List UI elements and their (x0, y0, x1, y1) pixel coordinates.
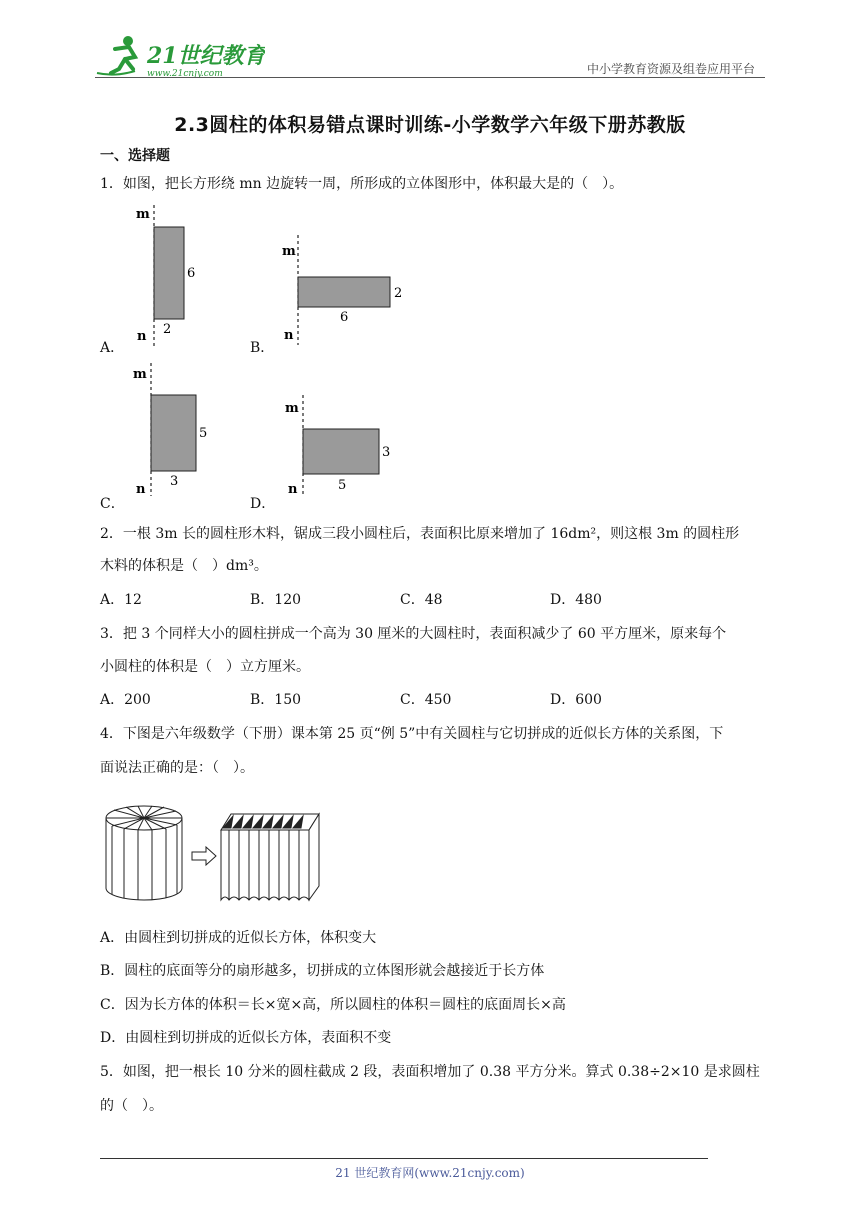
option-label-b: B． (250, 340, 275, 356)
side-length: 2 (394, 286, 403, 301)
side-length: 3 (382, 445, 391, 460)
bottom-length: 5 (338, 478, 347, 493)
label-n: n (284, 328, 294, 343)
q4-option-d: D．由圆柱到切拼成的近似长方体，表面积不变 (100, 1030, 392, 1046)
footer-text: 21 世纪教育网(www.21cnjy.com) (335, 1166, 525, 1180)
q2-option-d: D．480 (550, 592, 602, 608)
section-heading: 一、选择题 (100, 148, 170, 164)
page-title: 2.3圆柱的体积易错点课时训练-小学数学六年级下册苏教版 (174, 114, 686, 136)
q3-option-c: C．450 (400, 692, 452, 708)
cylinder-to-cuboid-figure (100, 800, 330, 905)
label-m: m (133, 367, 147, 382)
q3-option-a: A．200 (100, 692, 151, 708)
platform-name: 中小学教育资源及组卷应用平台 (586, 62, 755, 76)
question-2-line-1: 2．一根 3m 长的圆柱形木料，锯成三段小圆柱后，表面积比原来增加了 16dm²，则这根 3m 的圆柱形 (100, 526, 740, 542)
logo-url: www.21cnjy.com (147, 69, 223, 79)
bottom-length: 6 (340, 310, 349, 325)
arrow-right-icon (192, 847, 216, 865)
q2-option-c: C．48 (400, 592, 443, 608)
question-4-line-2: 面说法正确的是：（ ）。 (100, 760, 254, 776)
label-m: m (136, 207, 150, 222)
option-label-c: C． (100, 496, 125, 512)
label-n: n (136, 482, 146, 497)
site-logo (95, 33, 265, 83)
footer-divider (100, 1158, 708, 1159)
label-m: m (282, 244, 296, 259)
q2-option-a: A．12 (100, 592, 142, 608)
question-4-line-1: 4．下图是六年级数学（下册）课本第 25 页“例 5”中有关圆柱与它切拼成的近似长方体的关系图，下 (100, 726, 724, 742)
figure-d (282, 395, 397, 497)
side-length: 5 (199, 426, 208, 441)
cylinder (106, 806, 182, 900)
bottom-length: 3 (170, 474, 179, 489)
cuboid (221, 814, 319, 900)
figure-c (130, 363, 215, 498)
label-n: n (288, 482, 298, 497)
question-5-line-1: 5．如图，把一根长 10 分米的圆柱截成 2 段，表面积增加了 0.38 平方分米。算式 0.38÷2×10 是求圆柱 (100, 1064, 760, 1080)
question-3-line-1: 3．把 3 个同样大小的圆柱拼成一个高为 30 厘米的大圆柱时，表面积减少了 60 平方厘米，原来每个 (100, 626, 727, 642)
q3-option-b: B．150 (250, 692, 302, 708)
runner-icon (97, 36, 135, 75)
q4-option-c: C．因为长方体的体积＝长×宽×高，所以圆柱的体积＝圆柱的底面周长×高 (100, 997, 566, 1013)
label-m: m (285, 401, 299, 416)
q4-option-b: B．圆柱的底面等分的扇形越多，切拼成的立体图形就会越接近于长方体 (100, 963, 545, 979)
figure-a (130, 205, 205, 350)
bottom-length: 2 (163, 322, 172, 337)
question-1-text: 1．如图，把长方形绕 mn 边旋转一周，所形成的立体图形中，体积最大是的（ ）。 (100, 176, 624, 192)
question-2-line-2: 木料的体积是（ ）dm³。 (100, 558, 268, 574)
logo-text: 21世纪教育 (147, 43, 265, 69)
side-length: 6 (187, 266, 196, 281)
label-n: n (137, 329, 147, 344)
q2-option-b: B．120 (250, 592, 302, 608)
figure-b (280, 235, 410, 347)
header-divider (95, 77, 765, 78)
q4-option-a: A．由圆柱到切拼成的近似长方体，体积变大 (100, 930, 377, 946)
question-3-line-2: 小圆柱的体积是（ ）立方厘米。 (100, 659, 310, 675)
option-label-a: A． (100, 340, 125, 356)
q3-option-d: D．600 (550, 692, 602, 708)
question-5-line-2: 的（ ）。 (100, 1098, 163, 1114)
option-label-d: D． (250, 496, 276, 512)
